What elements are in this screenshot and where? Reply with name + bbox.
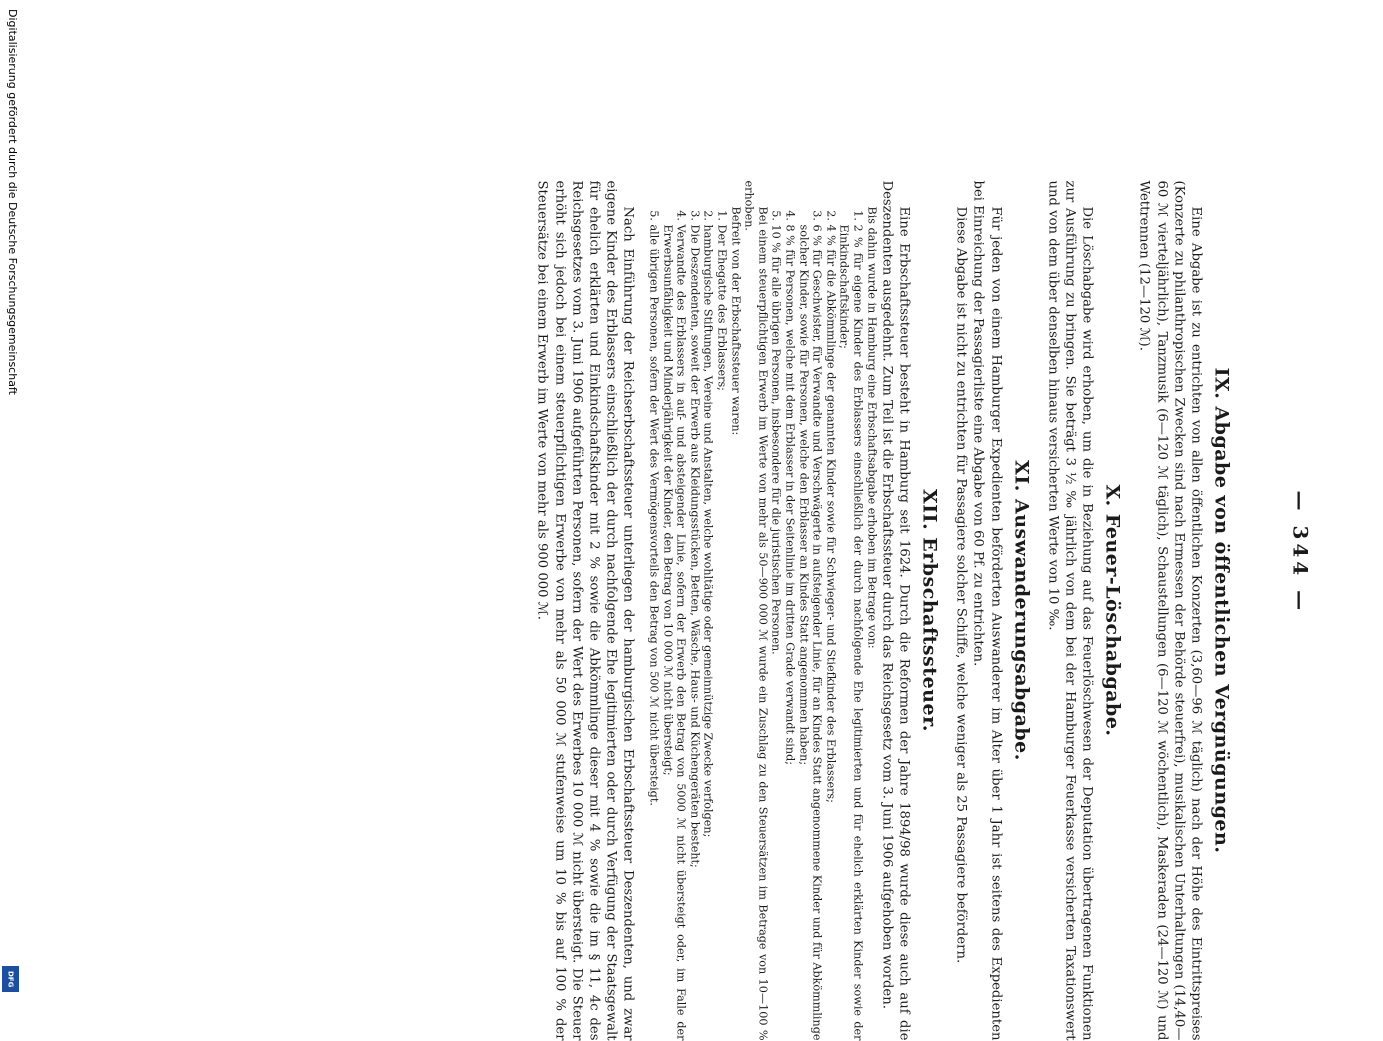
paragraph: Diese Abgabe ist nicht zu entrichten für Passagiere solcher Schiffe, welche weniger als 25 Passagiere befördern. <box>953 206 969 964</box>
list-item: 2. hamburgische Stiftungen, Vereine und Anstalten, welche wohltätige oder gemeinnützige Zwecke verfolgen; <box>701 225 715 1041</box>
surcharge-text: Bei einem steuerpflichtigen Erwerb im Werte von mehr als 50—900 000 ℳ wurde ein Zuschlag zu den Steuersätzen im Betrage von 10—100 % erhoben. <box>742 180 770 1041</box>
paragraph: Die Löschabgabe wird erhoben, um die in Beziehung auf das Feuerlöschwesen der Deputation übertragenen Funktionen zur Ausführung zu bringen. Sie beträgt 3 ½ ‰ jährlich von dem bei der Hamburger Feuerkasse versicherten Taxationswert und von dem über denselben hinaus versicherten Werte von 10 ‰. <box>1045 180 1095 1041</box>
paragraph: Für jeden von einem Hamburger Expedienten beförderten Auswanderer im Alter über 1 Jahr ist seitens des Expedienten bei Einreichung der Passagierliste eine Abgabe von 60 Pf. zu entrichten. <box>970 180 1004 1041</box>
list-item: 5. 10 % für alle übrigen Personen, insbesondere für die juristischen Personen. <box>769 225 783 1041</box>
page-number: — 344 — <box>1288 490 1313 615</box>
section-xi <box>952 181 1032 1041</box>
digitization-note: Digitalisierung gefördert durch die Deutsche Forschungsgemeinschaft <box>6 9 19 395</box>
list-item: 4. Verwandte des Erblassers in auf- und absteigender Linie, sofern der Erwerb den Betrag von 5000 ℳ nicht übersteigt oder, im Falle der Erwerbsunfähigkeit und Minderjährigkeit der Kinder, den Betrag von 10 000 ℳ nicht übersteigt; <box>661 225 688 1041</box>
closing-paragraph: Nach Einführung der Reichserbschaftssteuer unterliegen der hamburgischen Erbschaftssteuer Deszendenten, und zwar eigene Kinder des Erblassers einschließlich der durch nachfolgende Ehe legitimierten oder durch Verfügung der Staatsgewalt für ehelich erklärten und Einkindschaftskinder mit 2 % sowie die Abkömmlinge dieser mit 4 % sowie die im § 11, 4c des Reichsgesetzes vom 3. Juni 1906 aufgeführten Personen, sofern der Wert des Erwerbes 10 000 ℳ nicht übersteigt. Die Steuer erhöht sich jedoch bei einem steuerpflichtigen Erwerbe von mehr als 50 000 ℳ stufenweise um 10 % bis auf 100 % der Steuersätze bei einem Erwerb im Werte von mehr als 900 000 ℳ. <box>534 180 636 1041</box>
section-heading: XI. Auswanderungsabgabe. <box>1010 460 1033 761</box>
list-item: 3. 6 % für Geschwister, für Verwandte und Verschwägerte in aufsteigender Linie, für an Kindes Statt angenommene Kinder und für Abkömmlinge solcher Kinder, sowie für Personen, welche den Erblasser an Kindes Statt angenommen haben; <box>797 225 824 1041</box>
rates-intro: Bis dahin wurde in Hamburg eine Erbschaftsabgabe erhoben im Betrage von: <box>865 206 879 649</box>
section-heading: IX. Abgabe von öffentlichen Vergnügungen. <box>1210 367 1233 854</box>
rates-list <box>769 181 864 1041</box>
list-item: 1. Der Ehegatte des Erblassers; <box>715 225 729 1041</box>
section-x <box>1044 181 1124 1041</box>
list-item: 3. Die Deszendenten, soweit der Erwerb aus Kleidungsstücken, Betten, Wäsche, Haus- und Küchengeräten besteht; <box>688 225 702 1041</box>
section-ix <box>1136 181 1233 1041</box>
rotated-document-page <box>0 1 1383 1041</box>
rates-block <box>647 181 878 1041</box>
list-item: 5. alle übrigen Personen, sofern der Wert des Vermögensvorteils den Betrag von 500 ℳ nicht übersteigt. <box>647 225 661 1041</box>
list-item: 4. 8 % für Personen, welche mit dem Erblasser in der Seitenlinie im dritten Grade verwandt sind; <box>783 225 797 1041</box>
list-item: 1. 2 % für eigene Kinder des Erblassers einschließlich der durch nachfolgende Ehe legitimierten und für ehelich erklärten Kinder sowie der Einkindschaftskinder; <box>837 225 864 1041</box>
page-content <box>522 181 1233 1041</box>
exempt-intro: Befreit von der Erbschaftssteuer waren: <box>729 206 743 436</box>
section-heading: XII. Erbschaftssteuer. <box>918 489 941 732</box>
section-heading: X. Feuer-Löschabgabe. <box>1101 484 1124 737</box>
paragraph: Eine Abgabe ist zu entrichten von allen öffentlichen Konzerten (3,60—96 ℳ täglich) nach der Höhe des Eintrittspreises (Konzerte zu philanthropischen Zwecken sind nach Ermessen der Behörde steuerfrei), musikalischen Unterhaltungen (14,40—60 ℳ vierteljährlich), Tanzmusik (6—120 ℳ täglich), Schaustellungen (6—120 ℳ wöchentlich), Maskeraden (24—120 ℳ) und Wettrennen (12—120 ℳ). <box>1136 180 1204 1041</box>
digitization-sidebar <box>0 0 22 1000</box>
paragraph: Eine Erbschaftssteuer besteht in Hamburg seit 1624. Durch die Reformen der Jahre 1894/98 wurde diese auch auf die Deszendenten ausgedehnt. Zum Teil ist die Erbschaftssteuer durch das Reichsgesetz vom 3. Juni 1906 aufgehoben worden. <box>879 180 912 1041</box>
exempt-list <box>647 181 729 1041</box>
dfg-logo-icon: DFG <box>2 966 19 992</box>
list-item: 2. 4 % für die Abkömmlinge der genannten Kinder sowie für Schwieger- und Stiefkinder des Erblassers; <box>824 225 838 1041</box>
section-xii <box>534 181 941 1041</box>
